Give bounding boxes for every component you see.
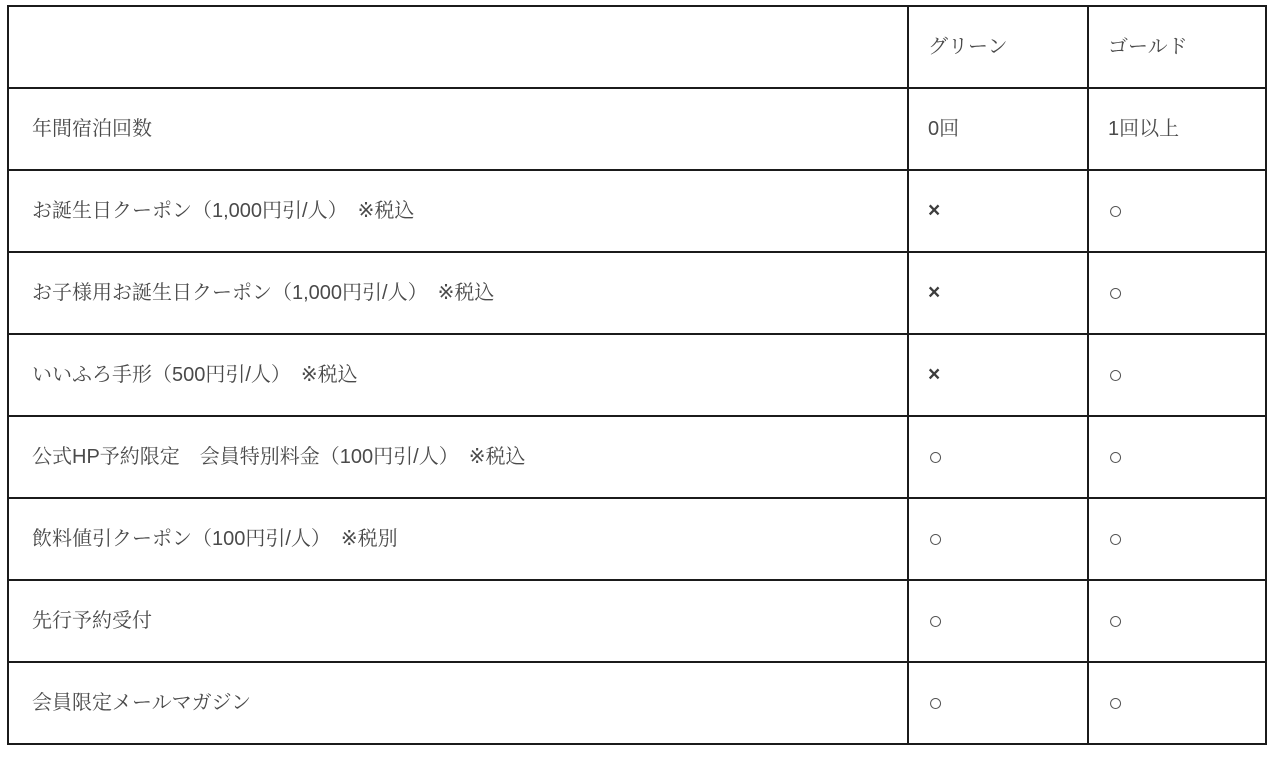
benefit-label-cell: [8, 580, 908, 662]
table-row: [8, 416, 1266, 498]
gold-status-cell: [1088, 170, 1266, 252]
benefit-label-cell: [8, 170, 908, 252]
table-row: [8, 88, 1266, 170]
gold-status-cell: [1088, 416, 1266, 498]
gold-status-cell: [1088, 252, 1266, 334]
table-row: [8, 170, 1266, 252]
green-status-cell: [908, 88, 1088, 170]
green-status-value: ×: [928, 281, 941, 305]
benefit-label-cell: [8, 662, 908, 744]
green-status-value: ○: [928, 442, 944, 471]
gold-status-value: ○: [1108, 278, 1124, 307]
table-row: [8, 334, 1266, 416]
benefit-label: 会員限定メールマガジン: [32, 692, 252, 714]
benefit-label: 年間宿泊回数: [32, 118, 152, 140]
table-row: [8, 662, 1266, 744]
gold-status-cell: [1088, 334, 1266, 416]
benefit-label: いいふろ手形（500円引/人） ※税込: [32, 364, 358, 386]
green-status-cell: [908, 580, 1088, 662]
green-status-value: ○: [928, 688, 944, 717]
gold-header-label: ゴールド: [1108, 36, 1188, 58]
gold-status-cell: [1088, 580, 1266, 662]
benefit-label: 公式HP予約限定 会員特別料金（100円引/人） ※税込: [32, 446, 526, 468]
benefits-table-container: [7, 5, 1267, 745]
green-status-cell: [908, 170, 1088, 252]
header-empty-cell: [8, 6, 908, 88]
table-row: [8, 252, 1266, 334]
green-status-value: ○: [928, 524, 944, 553]
gold-status-value: ○: [1108, 360, 1124, 389]
gold-status-cell: [1088, 662, 1266, 744]
column-header-gold: [1088, 6, 1266, 88]
benefit-label-cell: [8, 498, 908, 580]
gold-status-value: 1回以上: [1108, 118, 1180, 140]
green-status-cell: [908, 416, 1088, 498]
gold-status-value: ○: [1108, 606, 1124, 635]
column-header-green: [908, 6, 1088, 88]
green-status-value: 0回: [928, 118, 960, 140]
green-status-cell: [908, 662, 1088, 744]
benefit-label: 飲料値引クーポン（100円引/人） ※税別: [32, 528, 398, 550]
gold-status-value: ○: [1108, 524, 1124, 553]
green-header-label: グリーン: [928, 36, 1008, 58]
table-row: [8, 580, 1266, 662]
green-status-cell: [908, 252, 1088, 334]
benefit-label: 先行予約受付: [32, 610, 152, 632]
benefit-label-cell: [8, 88, 908, 170]
benefit-label-cell: [8, 334, 908, 416]
gold-status-value: ○: [1108, 688, 1124, 717]
green-status-cell: [908, 498, 1088, 580]
table-header-row: [8, 6, 1266, 88]
green-status-value: ×: [928, 199, 941, 223]
table-row: [8, 498, 1266, 580]
green-status-value: ×: [928, 363, 941, 387]
benefits-comparison-table: [7, 5, 1267, 745]
green-status-cell: [908, 334, 1088, 416]
gold-status-value: ○: [1108, 442, 1124, 471]
gold-status-value: ○: [1108, 196, 1124, 225]
benefit-label: お誕生日クーポン（1,000円引/人） ※税込: [32, 200, 415, 222]
benefit-label-cell: [8, 252, 908, 334]
green-status-value: ○: [928, 606, 944, 635]
gold-status-cell: [1088, 498, 1266, 580]
benefit-label-cell: [8, 416, 908, 498]
benefit-label: お子様用お誕生日クーポン（1,000円引/人） ※税込: [32, 282, 495, 304]
gold-status-cell: [1088, 88, 1266, 170]
